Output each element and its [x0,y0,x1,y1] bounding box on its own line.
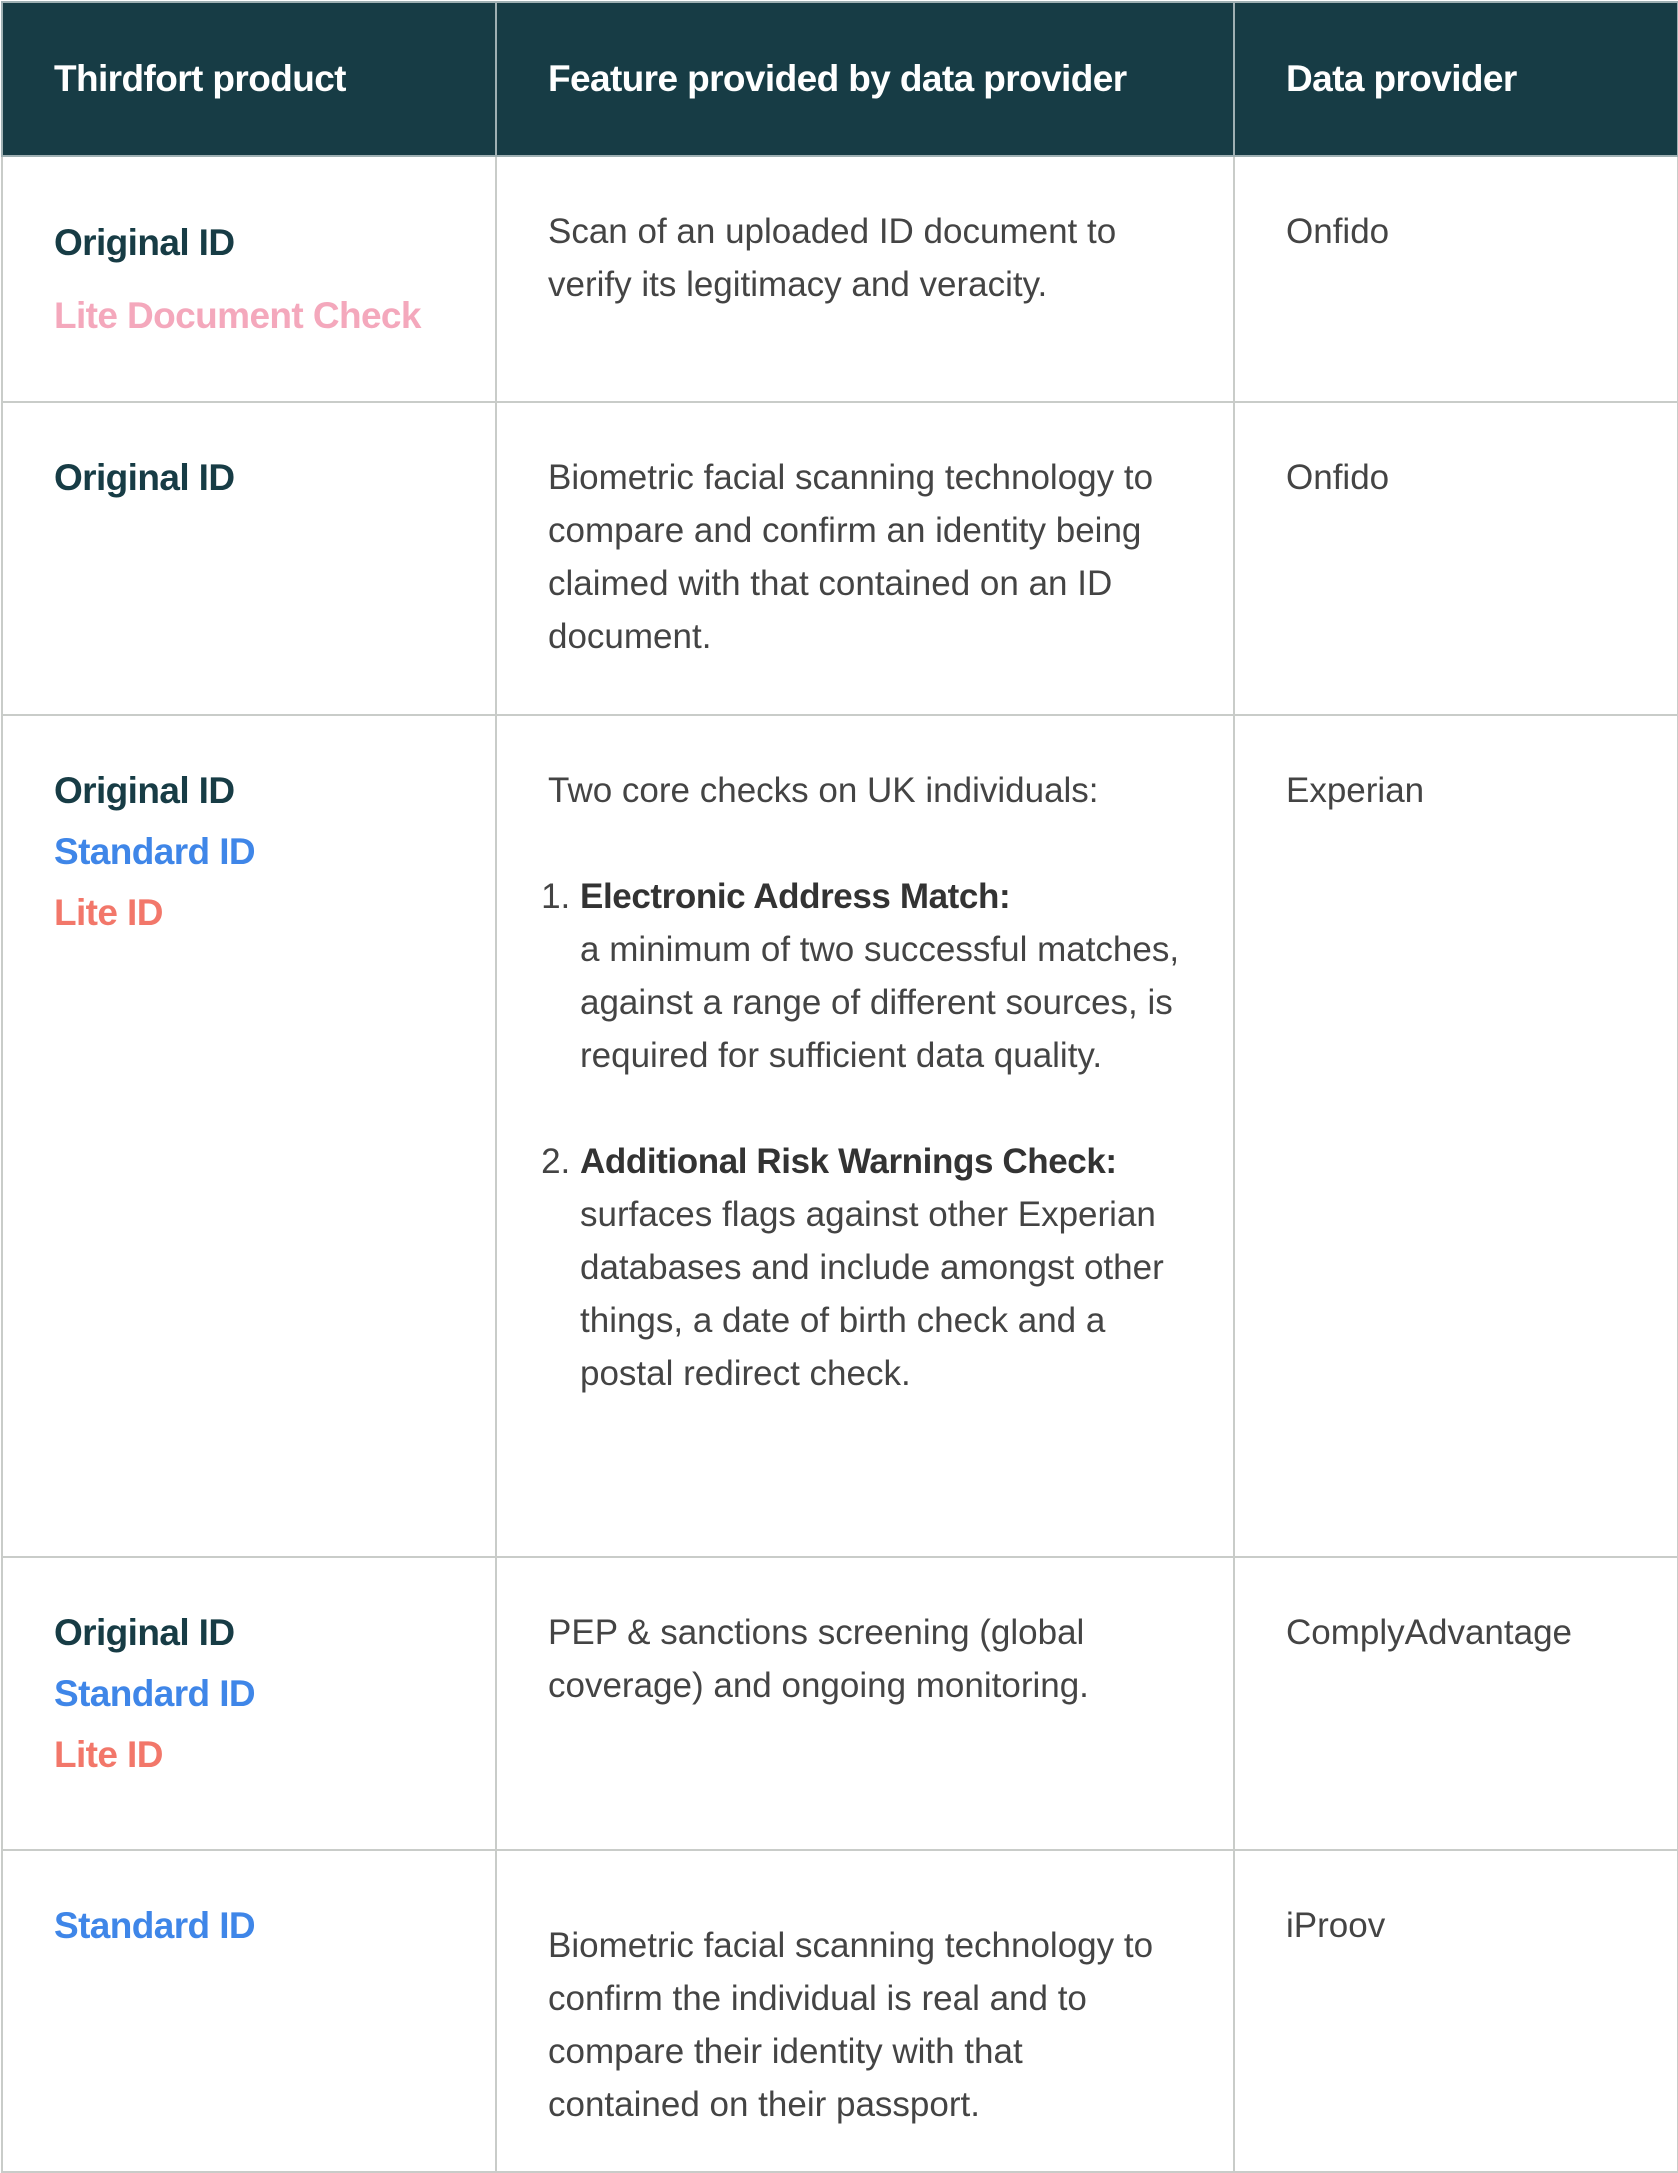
feature-cell [496,1557,1234,1850]
product-standard-id: Standard ID [54,1673,256,1714]
product-lite-id: Lite ID [54,1734,163,1775]
provider-cell [1234,402,1678,715]
step-body: surfaces flags against other Experian databases and include amongst other things, a date of birth check and a postal redirect check. [580,1195,1164,1393]
table-row [2,402,1678,715]
feature-text: Biometric facial scanning technology to compare and confirm an identity being claimed with that contained on an ID document. [548,458,1154,656]
provider-name: iProov [1286,1906,1386,1945]
step-title-additional-risk-warnings: Additional Risk Warnings Check: [580,1142,1117,1181]
checks-list [548,870,1182,1400]
feature-text: PEP & sanctions screening (global coverage) and ongoing monitoring. [548,1613,1089,1705]
step-title-electronic-address-match: Electronic Address Match: [580,877,1011,916]
product-cell [2,402,496,715]
table-row [2,156,1678,402]
provider-cell [1234,1557,1678,1850]
list-item [580,870,1182,1082]
table-row [2,1850,1678,2172]
product-cell [2,156,496,402]
product-cell [2,1850,496,2172]
header-thirdfort-product: Thirdfort product [2,2,496,156]
data-provider-table [1,1,1678,2173]
product-original-id: Original ID [54,457,235,498]
provider-name: Experian [1286,771,1425,810]
provider-name: ComplyAdvantage [1286,1613,1572,1652]
product-standard-id: Standard ID [54,831,256,872]
feature-text: Biometric facial scanning technology to confirm the individual is real and to compare their identity with that contained on their passport. [548,1926,1154,2124]
list-item [580,1135,1182,1400]
product-lite-id: Lite ID [54,892,163,933]
table-row [2,715,1678,1557]
product-cell [2,1557,496,1850]
header-data-provider: Data provider [1234,2,1678,156]
feature-cell [496,156,1234,402]
feature-cell [496,1850,1234,2172]
table-row [2,1557,1678,1850]
feature-text: Two core checks on UK individuals: [548,771,1099,810]
header-feature: Feature provided by data provider [496,2,1234,156]
product-cell [2,715,496,1557]
provider-cell [1234,1850,1678,2172]
product-lite-document-check: Lite Document Check [54,295,421,336]
provider-cell [1234,156,1678,402]
provider-cell [1234,715,1678,1557]
provider-name: Onfido [1286,458,1390,497]
feature-cell [496,715,1234,1557]
product-original-id: Original ID [54,1612,235,1653]
product-original-id: Original ID [54,222,235,263]
provider-name: Onfido [1286,212,1390,251]
feature-cell [496,402,1234,715]
product-original-id: Original ID [54,770,235,811]
feature-text: Scan of an uploaded ID document to verify its legitimacy and veracity. [548,212,1117,304]
product-standard-id: Standard ID [54,1905,256,1946]
step-body: a minimum of two successful matches, against a range of different sources, is required for sufficient data quality. [580,930,1180,1075]
table-header-row [2,2,1678,156]
